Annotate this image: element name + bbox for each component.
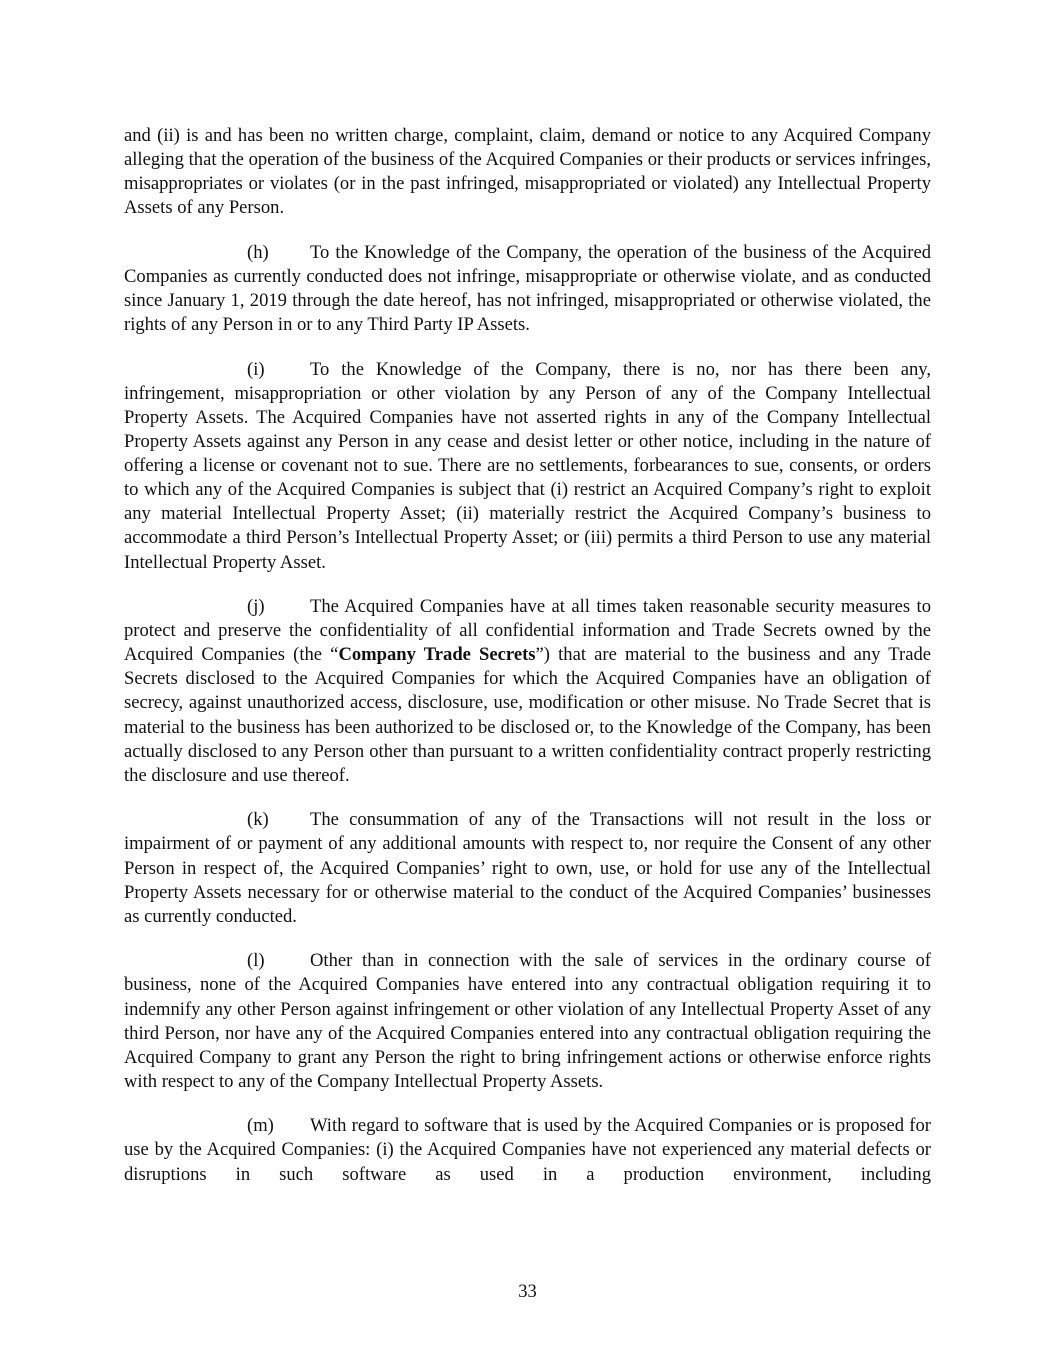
section-j-text-before: The Acquired Companies have at all times taken reasonable security measures to protect and preserve the confidentiality of all confidential information and Trade Secrets owned by the Acquired Companies (the “ bbox=[124, 596, 931, 666]
page-number: 33 bbox=[518, 1281, 537, 1302]
section-k-paragraph bbox=[124, 808, 931, 928]
section-l-paragraph bbox=[124, 949, 931, 1094]
section-m-text: With regard to software that is used by the Acquired Companies or is proposed for use by the Acquired Companies: (i) the Acquired Companies have not experienced any material defects or disruptions in such software as used in a production environment, including bbox=[124, 1115, 931, 1185]
document-page bbox=[124, 124, 931, 1207]
section-l-label: (l) bbox=[247, 950, 265, 972]
section-j-paragraph bbox=[124, 595, 931, 788]
section-i-text: To the Knowledge of the Company, there is no, nor has there been any, infringement, misappropriation or other violation by any Person of any of the Company Intellectual Property Assets. The Acquired Companies have not asserted rights in any of the Company Intellectual Property Assets against any Person in any cease and desist letter or other notice, including in the nature of offering a license or covenant not to sue. There are no settlements, forbearances to sue, consents, or orders to which any of the Acquired Companies is subject that (i) restrict an Acquired Company’s right to exploit any material Intellectual Property Asset; (ii) materially restrict the Acquired Company’s business to accommodate a third Person’s Intellectual Property Asset; or (iii) permits a third Person to use any material Intellectual Property Asset. bbox=[124, 358, 931, 573]
section-h-paragraph bbox=[124, 241, 931, 337]
section-h-text: To the Knowledge of the Company, the operation of the business of the Acquired Companies as currently conducted does not infringe, misappropriate or otherwise violate, and as conducted since January 1, 2019 through the date hereof, has not infringed, misappropriated or otherwise violated, the rights of any Person in or to any Third Party IP Assets. bbox=[124, 241, 931, 336]
continuation-paragraph: and (ii) is and has been no written charge, complaint, claim, demand or notice to any Acquired Company alleging that the operation of the business of the Acquired Companies or their products or services infringes, misappropriates or violates (or in the past infringed, misappropriated or violated) any Intellectual Property Assets of any Person. bbox=[124, 125, 931, 219]
section-h-label: (h) bbox=[247, 241, 269, 263]
defined-term-company-trade-secrets: Company Trade Secrets bbox=[338, 644, 536, 666]
section-i-label: (i) bbox=[247, 358, 265, 380]
section-k-text: The consummation of any of the Transactions will not result in the loss or impairment of or payment of any additional amounts with respect to, nor require the Consent of any other Person in respect of, the Acquired Companies’ right to own, use, or hold for use any of the Intellectual Property Assets necessary for or otherwise material to the conduct of the Acquired Companies’ businesses as currently conducted. bbox=[124, 809, 931, 927]
section-m-label: (m) bbox=[247, 1115, 274, 1137]
section-i-paragraph bbox=[124, 358, 931, 575]
section-m-paragraph bbox=[124, 1114, 931, 1186]
section-j-label: (j) bbox=[247, 596, 265, 618]
section-k-label: (k) bbox=[247, 809, 269, 831]
section-j-text-after: ”) that are material to the business and any Trade Secrets disclosed to the Acquired Companies for which the Acquired Companies have an obligation of secrecy, against unauthorized access, disclosure, use, modification or other misuse. No Trade Secret that is material to the business has been authorized to be disclosed or, to the Knowledge of the Company, has been actually disclosed to any Person other than pursuant to a written confidentiality contract properly restricting the disclosure and use thereof. bbox=[124, 644, 932, 786]
section-l-text: Other than in connection with the sale of services in the ordinary course of business, none of the Acquired Companies have entered into any contractual obligation requiring it to indemnify any other Person against infringement or other violation of any Intellectual Property Asset of any third Person, nor have any of the Acquired Companies entered into any contractual obligation requiring the Acquired Company to grant any Person the right to bring infringement actions or otherwise enforce rights with respect to any of the Company Intellectual Property Assets. bbox=[124, 950, 931, 1092]
